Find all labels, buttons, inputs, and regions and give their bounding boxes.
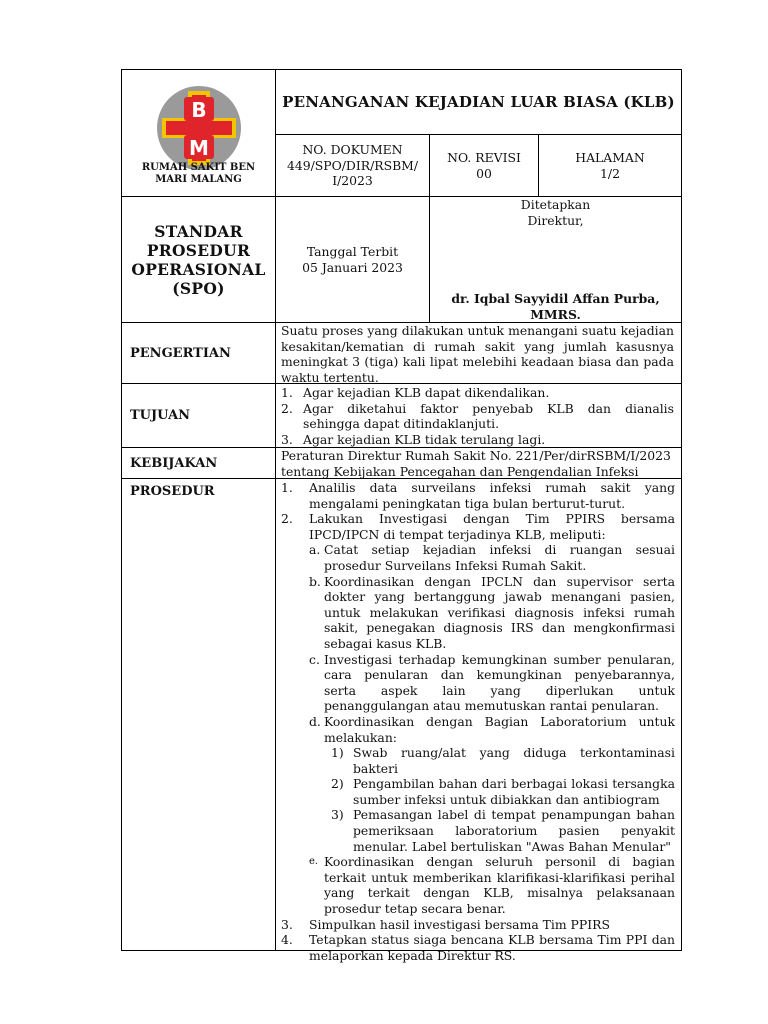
- hospital-logo: [156, 85, 242, 171]
- step-number: 3.: [281, 916, 293, 932]
- procedure-step: [281, 932, 675, 963]
- list-item: [281, 385, 674, 401]
- hospital-logo-cell: [122, 70, 275, 196]
- kebijakan-label-cell: [130, 448, 275, 478]
- substep-letter: c.: [309, 651, 320, 667]
- tujuan-label-cell: [130, 384, 275, 447]
- document-title: PENANGANAN KEJADIAN LUAR BIASA (KLB): [282, 93, 675, 111]
- procedure-subsubstep: [331, 807, 675, 854]
- tujuan-list: [281, 385, 674, 447]
- procedure-substep: [309, 542, 675, 573]
- kebijakan-label: KEBIJAKAN: [130, 455, 218, 471]
- logo-letter-b: B: [190, 98, 207, 122]
- prosedur-label: PROSEDUR: [130, 484, 215, 499]
- prosedur-content: [281, 480, 675, 963]
- ditetapkan-cell: [430, 197, 681, 322]
- substep-letter: e.: [309, 856, 319, 868]
- substep-letter: d.: [309, 713, 321, 729]
- halaman-cell: [539, 135, 681, 196]
- subsubstep-number: 1): [331, 745, 344, 761]
- step-number: 2.: [281, 511, 293, 527]
- hospital-name: RUMAH SAKIT BEN MARI MALANG: [141, 162, 256, 185]
- list-number: 2.: [281, 400, 293, 416]
- tanggal-terbit-label: Tanggal Terbit: [306, 243, 399, 259]
- spo-label: STANDAR PROSEDUR OPERASIONAL (SPO): [131, 221, 266, 298]
- procedure-step: [281, 511, 675, 542]
- kebijakan-text: Peraturan Direktur Rumah Sakit No. 221/Per/dirRSBM/I/2023 tentang Kebijakan Pencegahan dan Pengendalian Infeksi: [281, 448, 671, 479]
- list-item: [281, 401, 674, 432]
- spo-document: [121, 69, 682, 963]
- direktur-line: Direktur,: [527, 213, 584, 228]
- subsubstep-number: 2): [331, 776, 344, 792]
- step-text: Lakukan Investigasi dengan Tim PPIRS bersama IPCD/IPCN di tempat terjadinya KLB, meliputi:: [309, 511, 675, 542]
- step-number: 4.: [281, 932, 293, 948]
- subsubstep-text: Pemasangan label di tempat penampungan bahan pemeriksaan laboratorium pasien penyakit menular. Label bertuliskan "Awas Bahan Menular": [353, 807, 675, 854]
- halaman-label: HALAMAN: [575, 149, 645, 165]
- substep-letter: a.: [309, 542, 321, 558]
- subsubstep-text: Swab ruang/alat yang diduga terkontaminasi bakteri: [353, 745, 675, 776]
- procedure-subsubstep: [331, 745, 675, 776]
- step-number: 1.: [281, 480, 293, 495]
- spo-label-cell: [122, 197, 275, 322]
- procedure-substep: [309, 652, 675, 714]
- ditetapkan-line: Ditetapkan: [520, 197, 591, 212]
- list-text: Agar kejadian KLB dapat dikendalikan.: [303, 385, 550, 400]
- pengertian-label: PENGERTIAN: [130, 345, 231, 361]
- substep-text: Catat setiap kejadian infeksi di ruangan sesuai prosedur Surveilans Infeksi Rumah Sakit.: [324, 542, 675, 573]
- no-revisi-cell: [430, 135, 538, 196]
- no-dokumen-label: NO. DOKUMEN: [302, 142, 403, 158]
- substep-text: Investigasi terhadap kemungkinan sumber penularan, cara penularan dan kemungkinan penyebarannya, serta aspek lain yang diperlukan untuk penanggulangan atau memutuskan rantai penularan.: [324, 651, 675, 714]
- no-dokumen-cell: [276, 135, 429, 196]
- step-text: Simpulkan hasil investigasi bersama Tim PPIRS: [309, 916, 610, 932]
- list-item: [281, 432, 674, 448]
- pengertian-label-cell: [130, 323, 275, 383]
- pengertian-text: Suatu proses yang dilakukan untuk menangani suatu kejadian kesakitan/kematian di rumah sakit yang jumlah kasusnya meningkat 3 (tiga) kali lipat melebihi keadaan biasa dan pada waktu tertentu.: [281, 323, 674, 385]
- list-number: 3.: [281, 431, 293, 447]
- substep-text: Koordinasikan dengan Bagian Laboratorium untuk melakukan:: [324, 713, 675, 745]
- list-text: Agar diketahui faktor penyebab KLB dan dianalis sehingga dapat ditindaklanjuti.: [303, 400, 674, 432]
- prosedur-label-cell: [130, 480, 275, 499]
- tanggal-terbit-value: 05 Januari 2023: [302, 259, 403, 275]
- step-text: Analilis data surveilans infeksi rumah sakit yang mengalami peningkatan tiga bulan berturut-turut.: [309, 480, 675, 511]
- procedure-substep: [309, 714, 675, 745]
- director-degree: MMRS.: [530, 307, 581, 322]
- procedure-subsubstep: [331, 776, 675, 807]
- no-dokumen-value: 449/SPO/DIR/RSBM/ I/2023: [286, 157, 419, 189]
- substep-text: Koordinasikan dengan IPCLN dan supervisor serta dokter yang bertanggung jawab menangani pasien, untuk melakukan verifikasi diagnosis infeksi rumah sakit, penegakan diagnosis IRS dan mengkonfirmasi sebagai kasus KLB.: [324, 573, 675, 651]
- substep-letter: b.: [309, 573, 321, 589]
- no-revisi-label: NO. REVISI: [447, 149, 521, 165]
- director-name: dr. Iqbal Sayyidil Affan Purba,: [451, 291, 660, 306]
- step-text: Tetapkan status siaga bencana KLB bersama Tim PPI dan melaporkan kepada Direktur RS.: [309, 932, 675, 963]
- document-title-cell: [276, 70, 681, 134]
- procedure-substep: [309, 574, 675, 652]
- list-number: 1.: [281, 385, 293, 400]
- subsubstep-number: 3): [331, 807, 344, 823]
- halaman-value: 1/2: [600, 165, 620, 181]
- tanggal-terbit-cell: [276, 197, 429, 322]
- substep-text: Koordinasikan dengan seluruh personil di bagian terkait untuk memberikan klarifikasi-klarifikasi perihal yang terkait dengan KLB, misalnya pelaksanaan prosedur tetap secara benar.: [324, 854, 675, 917]
- list-text: Agar kejadian KLB tidak terulang lagi.: [303, 431, 546, 447]
- subsubstep-text: Pengambilan bahan dari berbagai lokasi tersangka sumber infeksi untuk dibiakkan dan antibiogram: [353, 776, 675, 807]
- procedure-step: [281, 917, 675, 933]
- procedure-step: [281, 480, 675, 511]
- tujuan-label: TUJUAN: [130, 408, 191, 423]
- logo-letter-m: M: [188, 136, 209, 160]
- no-revisi-value: 00: [476, 165, 492, 181]
- procedure-substep: [309, 854, 675, 916]
